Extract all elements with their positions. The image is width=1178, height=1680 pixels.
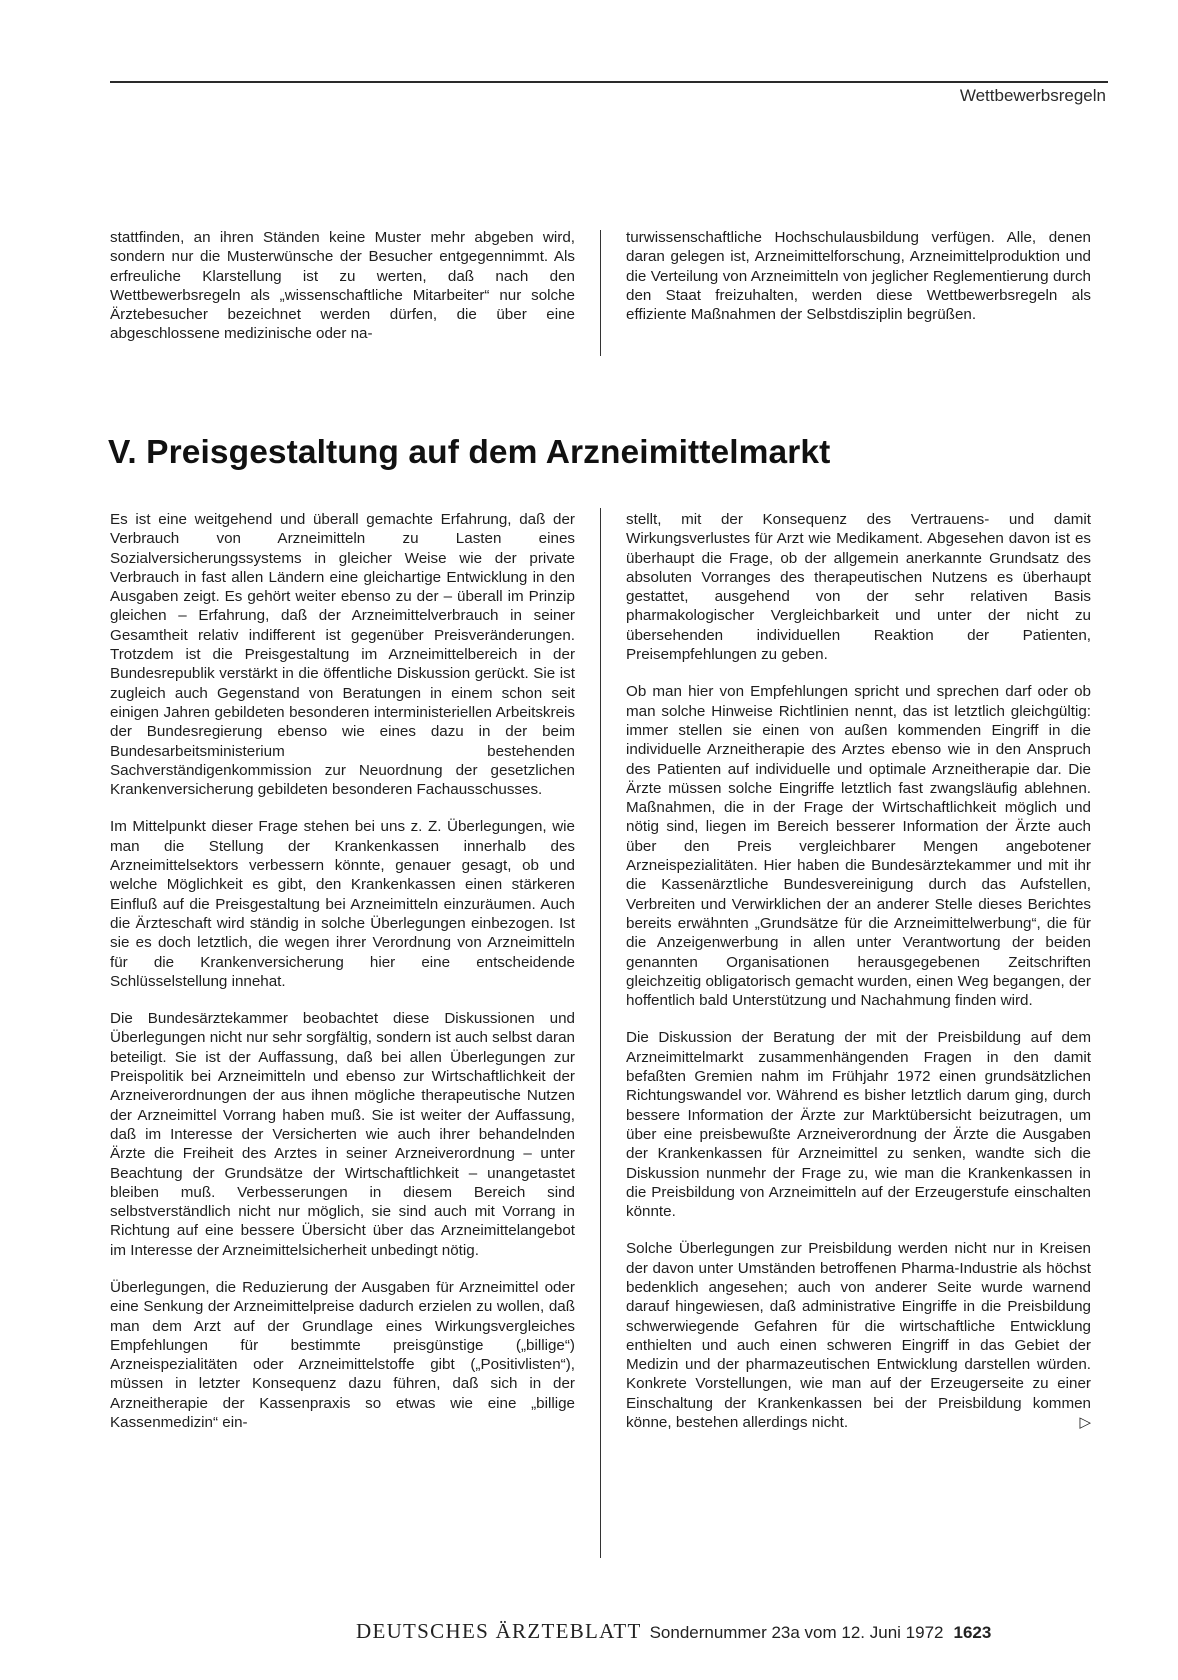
paragraph: Es ist eine weitgehend und überall gemachte Erfahrung, daß der Verbrauch von Arzneimitteln zu Lasten eines Sozialversicherungssystems in gleicher Weise wie der private Verbrauch in fast allen Ländern eine gleichartige Entwicklung in den Ausgaben zeigt. Es gehört weiter ebenso zu der – überall im Prinzip gleichen – Erfahrung, daß der Arzneimittelverbrauch in seiner Gesamtheit relativ indifferent ist gegenüber Preisveränderungen. Trotzdem ist die Preisgestaltung im Arzneimittelbereich in der Bundesrepublik verstärkt in die öffentliche Diskussion gerückt. Sie ist zugleich auch Gegenstand von Beratungen in einem schon seit einigen Jahren gebildeten besonderen interministeriellen Arbeitskreis der Bundesregierung ebenso wie eines dazu in der beim Bundesarbeitsministerium bestehenden Sachverständigenkommission zur Neuordnung der gesetzlichen Krankenversicherung gebildeten besonderen Fachausschusses. <box>110 511 575 799</box>
continuation-arrow-icon: ▷ <box>1079 1414 1091 1432</box>
left-column <box>110 510 575 1432</box>
paragraph <box>626 1239 1091 1432</box>
paragraph: Im Mittelpunkt dieser Frage stehen bei uns z. Z. Überlegungen, wie man die Stellung der Krankenkassen innerhalb des Arzneimittelsektors verbessern könnte, genauer gesagt, ob und welche Möglichkeit es gibt, den Krankenkassen einen stärkeren Einfluß auf die Preisgestaltung bei Arzneimitteln einzuräumen. Auch die Ärzteschaft wird ständig in solche Überlegungen einbezogen. Ist sie es doch letztlich, die wegen ihrer Verordnung von Arzneimitteln für die Krankenversicherung hier eine entscheidende Schlüsselstellung innehat. <box>110 818 575 990</box>
column-divider <box>600 508 601 1558</box>
paragraph-text: Solche Überlegungen zur Preisbildung werden nicht nur in Kreisen der davon unter Umständen betroffenen Pharma-Industrie als höchst bedenklich angesehen; auch von anderer Seite wurde warnend darauf hingewiesen, daß administrative Eingriffe in die Preisbildung schwerwiegende Gefahren für die wirtschaftliche Entwicklung enthielten und auch einen schweren Eingriff in das Gebiet der Medizin und der pharmazeutischen Entwicklung darstellen würden. Konkrete Vorstellungen, wie man auf der Erzeugerseite zu einer Einschaltung der Krankenkassen bei der Preisbildung kommen könne, bestehen allerdings nicht. <box>626 1240 1091 1432</box>
header-rule <box>110 81 1108 83</box>
column-divider <box>600 230 601 356</box>
section-heading: V. Preisgestaltung auf dem Arzneimittelmarkt <box>108 434 831 471</box>
intro-left-column <box>110 228 575 344</box>
paragraph: Die Diskussion der Beratung der mit der Preisbildung auf dem Arzneimittelmarkt zusammenhängenden Fragen in den damit befaßten Gremien nahm im Frühjahr 1972 einen grundsätzlichen Richtungswandel vor. Während es bisher letztlich darum ging, durch bessere Information der Ärzte zur Marktübersicht beizutragen, um über eine preisbewußte Arzneiverordnung der Ärzte die Ausgaben der Krankenkassen für Arzneimittel zu senken, wandte sich die Diskussion nunmehr der Frage zu, wie man die Krankenkassen in die Preisbildung von Arzneimitteln auf der Erzeugerstufe einschalten könnte. <box>626 1029 1091 1221</box>
issue-info: Sondernummer 23a vom 12. Juni 1972 <box>649 1623 944 1642</box>
paragraph: Ob man hier von Empfehlungen spricht und sprechen darf oder ob man solche Hinweise Richtlinien nennt, das ist letztlich gleichgültig: immer stellen sie einen von außen kommenden Eingriff in die individuelle Arzneitherapie des Arztes ebenso wie in den Anspruch des Patienten auf individuelle und optimale Arzneitherapie dar. Die Ärzte müssen solche Eingriffe letztlich fast zwangsläufig ablehnen. Maßnahmen, die in der Frage der Wirtschaftlichkeit möglich und nötig sind, liegen im Bereich besserer Information der Ärzte auch über den Preis vergleichbarer Mengen angebotener Arzneispezialitäten. Hier haben die Bundesärztekammer und mit ihr die Kassenärztliche Bundesvereinigung durch das Aufstellen, Verbreiten und Verwirklichen der an anderer Stelle dieses Berichtes bereits erwähnten „Grundsätze für die Arzneimittelwerbung“, die für die Anzeigenwerbung in allen unter Verantwortung der beiden genannten Organisationen herausgegebenen Zeitschriften gleichzeitig obligatorisch gemacht wurden, einen Weg begangen, der hoffentlich bald Unterstützung und Nachahmung finden wird. <box>626 683 1091 1010</box>
page-footer <box>356 1619 991 1644</box>
paragraph: stellt, mit der Konsequenz des Vertrauens- und damit Wirkungsverlustes für Arzt wie Medikament. Abgesehen davon ist es überhaupt die Frage, ob der allgemein anerkannte Grundsatz des absoluten Vorranges des therapeutischen Nutzens es überhaupt gestattet, ausgehend von der sehr relativen Basis pharmakologischer Vergleichbarkeit und unter der nicht zu übersehenden individuellen Reaktion der Patienten, Preisempfehlungen zu geben. <box>626 511 1091 664</box>
paragraph: turwissenschaftliche Hochschulausbildung verfügen. Alle, denen daran gelegen ist, Arzneimittelforschung, Arzneimittelproduktion und die Verteilung von Arzneimitteln von jeglicher Reglementierung durch den Staat freizuhalten, werden diese Wettbewerbsregeln als effiziente Maßnahmen der Selbstdisziplin begrüßen. <box>626 229 1091 324</box>
right-column <box>626 510 1091 1432</box>
running-header: Wettbewerbsregeln <box>959 86 1106 105</box>
intro-right-column <box>626 228 1091 324</box>
journal-masthead: DEUTSCHES ÄRZTEBLATT <box>356 1619 642 1643</box>
page-number: 1623 <box>953 1623 992 1642</box>
paragraph: Überlegungen, die Reduzierung der Ausgaben für Arzneimittel oder eine Senkung der Arzneimittelpreise dadurch erzielen zu wollen, daß man dem Arzt auf der Grundlage eines Wirkungsvergleiches Empfehlungen für bestimmte preisgünstige („billige“) Arzneispezialitäten oder Arzneimittelstoffe gibt („Positivlisten“), müssen in letzter Konsequenz dazu führen, daß sich in der Arzneitherapie der Kassenpraxis so etwas wie eine „billige Kassenmedizin“ ein- <box>110 1278 575 1432</box>
paragraph: Die Bundesärztekammer beobachtet diese Diskussionen und Überlegungen nicht nur sehr sorgfältig, sondern ist auch selbst daran beteiligt. Sie ist der Auffassung, daß bei allen Überlegungen zur Preispolitik bei Arzneimitteln und ebenso zur Wirtschaftlichkeit der Arzneiverordnungen der aus ihnen mögliche therapeutische Nutzen der Arzneimittel Vorrang haben muß. Sie ist weiter der Auffassung, daß im Interesse der Versicherten wie auch ihrer behandelnden Ärzte die Freiheit des Arztes in seiner Arzneiverordnung – unter Beachtung der Grundsätze der Wirtschaftlichkeit – unangetastet bleiben muß. Verbesserungen in diesem Bereich sind selbstverständlich nicht nur möglich, sie sind auch mit Vorrang in Richtung auf eine bessere Übersicht über das Arzneimittelangebot im Interesse der Arzneimittelsicherheit unbedingt nötig. <box>110 1010 575 1259</box>
paragraph: stattfinden, an ihren Ständen keine Muster mehr abgeben wird, sondern nur die Musterwünsche der Besucher entgegennimmt. Als erfreuliche Klarstellung ist zu werten, daß nach den Wettbewerbsregeln als „wissenschaftliche Mitarbeiter“ nur solche Ärztebesucher bezeichnet werden dürfen, die über eine abgeschlossene medizinische oder na- <box>110 229 575 343</box>
